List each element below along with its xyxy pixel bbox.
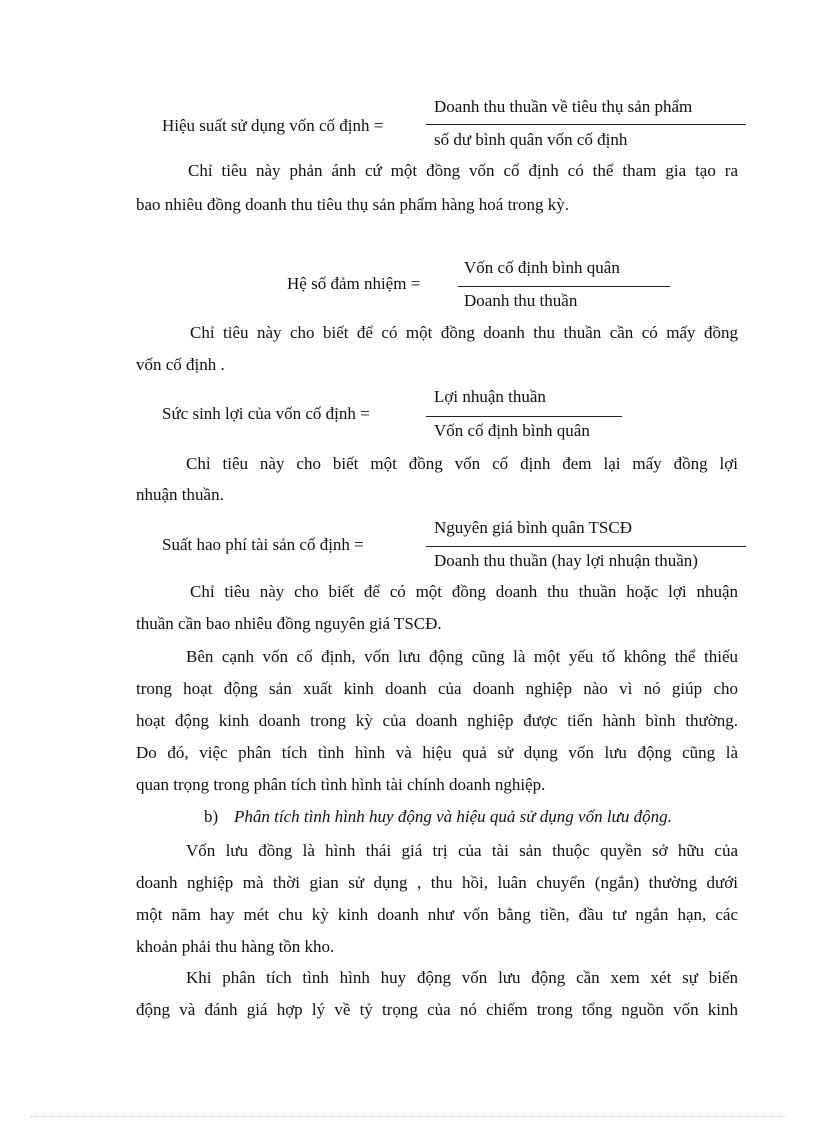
text-line: quan trọng trong phân tích tình hình tài chính doanh nghiệp. bbox=[136, 775, 546, 794]
formula-denominator: số dư bình quân vốn cố định bbox=[434, 130, 628, 149]
text-line: hoạt động kinh doanh trong kỳ của doanh nghiệp được tiến hành bình thường. bbox=[136, 711, 738, 730]
formula-denominator: Doanh thu thuần (hay lợi nhuận thuần) bbox=[434, 551, 698, 570]
text-line: một năm hay mét chu kỳ kinh doanh như vốn bằng tiền, đầu tư ngắn hạn, các bbox=[136, 905, 738, 924]
section-heading-text: Phân tích tình hình huy động và hiệu quả sử dụng vốn lưu động. bbox=[234, 807, 672, 826]
text-line: Chỉ tiêu này cho biết một đồng vốn cố định đem lại mấy đồng lợi bbox=[186, 454, 738, 473]
fraction-bar bbox=[458, 286, 670, 287]
text-line: trong hoạt động sản xuất kinh doanh của doanh nghiệp nào vì nó giúp cho bbox=[136, 679, 738, 698]
formula-numerator: Lợi nhuận thuần bbox=[434, 387, 546, 406]
formula-label: Hệ số đảm nhiệm = bbox=[287, 274, 421, 293]
fraction-bar bbox=[426, 416, 622, 417]
text-line: động và đánh giá hợp lý về tỷ trọng của nó chiếm trong tổng nguồn vốn kinh bbox=[136, 1000, 738, 1019]
formula-numerator: Vốn cố định bình quân bbox=[464, 258, 620, 277]
text-line: thuần cần bao nhiêu đồng nguyên giá TSCĐ. bbox=[136, 614, 442, 633]
text-line: Chỉ tiêu này phản ánh cứ một đồng vốn cố định có thể tham gia tạo ra bbox=[188, 161, 738, 180]
formula-label: Sức sinh lợi của vốn cố định = bbox=[162, 404, 370, 423]
formula-numerator: Doanh thu thuần về tiêu thụ sản phẩm bbox=[434, 97, 693, 116]
text-line: Khi phân tích tình hình huy động vốn lưu động cần xem xét sự biến bbox=[186, 968, 738, 987]
formula-denominator: Vốn cố định bình quân bbox=[434, 421, 590, 440]
text-line: Vốn lưu đồng là hình thái giá trị của tài sản thuộc quyền sở hữu của bbox=[186, 841, 738, 860]
formula-denominator: Doanh thu thuần bbox=[464, 291, 578, 310]
text-line: Chỉ tiêu này cho biết để có một đồng doanh thu thuần hoặc lợi nhuận bbox=[190, 582, 738, 601]
text-line: doanh nghiệp mà thời gian sử dụng , thu hồi, luân chuyển (ngắn) thường dưới bbox=[136, 873, 738, 892]
fraction-bar bbox=[426, 546, 746, 547]
text-line: vốn cố định . bbox=[136, 355, 225, 374]
formula-label: Hiệu suất sử dụng vốn cố định = bbox=[162, 116, 384, 135]
text-line: khoản phải thu hàng tồn kho. bbox=[136, 937, 335, 956]
page-bottom-border bbox=[30, 1116, 786, 1117]
list-marker: b) bbox=[204, 807, 219, 826]
text-line: Do đó, việc phân tích tình hình và hiệu quả sử dụng vốn lưu động cũng là bbox=[136, 743, 738, 762]
text-line: Bên cạnh vốn cố định, vốn lưu động cũng là một yếu tố không thể thiếu bbox=[186, 647, 738, 666]
text-line: Chỉ tiêu này cho biết để có một đồng doanh thu thuần cần có mấy đồng bbox=[190, 323, 738, 342]
text-line: bao nhiêu đồng doanh thu tiêu thụ sản phẩm hàng hoá trong kỳ. bbox=[136, 195, 569, 214]
fraction-bar bbox=[426, 124, 746, 125]
formula-label: Suất hao phí tài sản cố định = bbox=[162, 535, 364, 554]
formula-numerator: Nguyên giá bình quân TSCĐ bbox=[434, 518, 633, 537]
text-line: nhuận thuần. bbox=[136, 485, 224, 504]
